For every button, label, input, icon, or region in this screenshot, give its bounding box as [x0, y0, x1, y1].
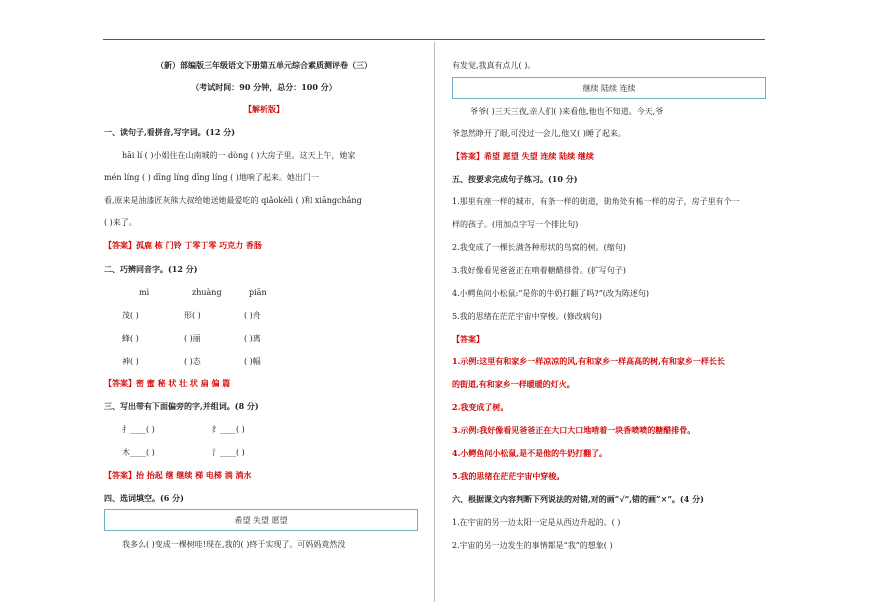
- s6-item-1: 1.在宇宙的另一边太阳一定是从西边升起的。( ): [452, 518, 621, 527]
- section-2-heading: 二、巧辨同音字。(12 分): [104, 264, 198, 274]
- s5-item-1a: 1.那里有座一样的城市，有条一样的街道，街角处有栋一样的房子，房子里有个一: [452, 197, 740, 206]
- s4-line-2: 有发觉,我真有点儿( )。: [452, 61, 536, 70]
- version-label: 【解析版】: [244, 104, 284, 114]
- s4-answer: 【答案】希望 愿望 失望 连续 陆续 继续: [452, 151, 594, 161]
- s2-r3-c1: 神( ): [122, 357, 139, 366]
- s2-r3-c3: ( )幅: [244, 357, 261, 366]
- s3-r2-c2: 氵____( ): [212, 448, 245, 457]
- s5-answer-1b: 的街道,有和家乡一样暖暖的灯火。: [452, 379, 575, 389]
- section-4-heading: 四、选词填空。(6 分): [104, 493, 184, 503]
- s3-r1-c2: 纟____( ): [212, 425, 245, 434]
- s2-r1-c1: 茂( ): [122, 311, 139, 320]
- s3-answer: 【答案】抬 抬起 继 继续 梯 电梯 淌 淌水: [104, 470, 252, 480]
- s2-pinyin-2: zhuàng: [192, 288, 222, 297]
- s4-line-3: 爷爷( )三天三夜,亲人们( )来看他,他也不知道。今天,爷: [470, 107, 664, 116]
- section-1-heading: 一、读句子,看拼音,写字词。(12 分): [104, 127, 236, 137]
- s1-line-3: 看,原来是油漆匠灰熊大叔给她送她最爱吃的 qiǎokèlì ( )和 xiāngchǎng: [104, 196, 362, 205]
- word-box-1: [104, 509, 418, 531]
- s1-line-4: ( )来了。: [104, 218, 137, 227]
- s3-r1-c1: 扌____( ): [122, 425, 155, 434]
- exam-subtitle: （考试时间：90 分钟，总分：100 分）: [191, 82, 337, 92]
- s4-line-1: 我多么( )变成一棵树哇!现在,我的( )终于实现了。可妈妈竟然没: [122, 540, 346, 549]
- s5-item-1b: 样的孩子。(用加点字写一个排比句): [452, 220, 579, 229]
- s2-pinyin-1: mì: [139, 288, 150, 297]
- word-box-2: [452, 77, 766, 99]
- s2-answer: 【答案】密 蜜 秘 状 壮 状 扁 偏 篇: [104, 378, 231, 388]
- s5-item-3: 3.我好像看见爸爸正在啃着糖醋排骨。(扩写句子): [452, 266, 626, 275]
- s5-item-2: 2.我变成了一棵长满各种形状的鸟窝的树。(缩句): [452, 243, 626, 252]
- s2-r2-c3: ( )离: [244, 334, 261, 343]
- column-divider: [434, 42, 435, 602]
- s5-answer-3: 3.示例:我好像看见爸爸正在大口大口地啃着一块香喷喷的糖醋排骨。: [452, 425, 696, 435]
- s5-answer-1a: 1.示例:这里有和家乡一样凉凉的风,有和家乡一样高高的树,有和家乡一样长长: [452, 356, 725, 366]
- word-box-1-words: 希望 失望 愿望: [234, 516, 288, 525]
- section-6-heading: 六、根据课文内容判断下列说法的对错,对的画“√”,错的画“×”。(4 分): [452, 494, 704, 504]
- s5-item-4: 4.小鳄鱼问小松鼠:“是你的牛奶打翻了吗?”(改为陈述句): [452, 289, 650, 298]
- section-5-heading: 五、按要求完成句子练习。(10 分): [452, 174, 578, 184]
- s1-answer: 【答案】孤鹿 栋 门铃 丁零丁零 巧克力 香肠: [104, 240, 262, 250]
- s5-answer-2: 2.我变成了树。: [452, 402, 509, 412]
- s6-item-2: 2.宇宙的另一边发生的事情都是“我”的想象( ): [452, 541, 613, 550]
- s2-r2-c1: 蜂( ): [122, 334, 139, 343]
- s2-pinyin-3: piān: [249, 288, 267, 297]
- s1-line-1: hāi lí ( )小姐住在山南城的一 dòng ( )大房子里。这天上午，她家: [122, 151, 356, 160]
- word-box-2-words: 继续 陆续 连续: [582, 84, 636, 93]
- top-rule: [103, 39, 765, 40]
- section-3-heading: 三、写出带有下面偏旁的字,并组词。(8 分): [104, 401, 259, 411]
- s2-r3-c2: ( )态: [184, 357, 201, 366]
- s5-answer-5: 5.我的思绪在茫茫宇宙中穿梭。: [452, 471, 565, 481]
- s2-r1-c2: 形( ): [184, 311, 201, 320]
- exam-title: （新）部编版三年级语文下册第五单元综合素质测评卷（三）: [156, 60, 372, 70]
- s4-line-4: 爷忽然睁开了眼,可没过一会儿,他又( )睡了起来。: [452, 129, 626, 138]
- s2-r1-c3: ( )舟: [244, 311, 261, 320]
- s5-answer-label: 【答案】: [452, 334, 484, 344]
- s3-r2-c1: 木____( ): [122, 448, 155, 457]
- s5-item-5: 5.我的思绪在茫茫宇宙中穿梭。(修改病句): [452, 312, 602, 321]
- s1-line-2: mén líng ( ) dīng líng dīng líng ( )地响了起来。她出门一: [104, 173, 319, 182]
- s2-r2-c2: ( )丽: [184, 334, 201, 343]
- s5-answer-4: 4.小鳄鱼问小松鼠,是不是他的牛奶打翻了。: [452, 448, 608, 458]
